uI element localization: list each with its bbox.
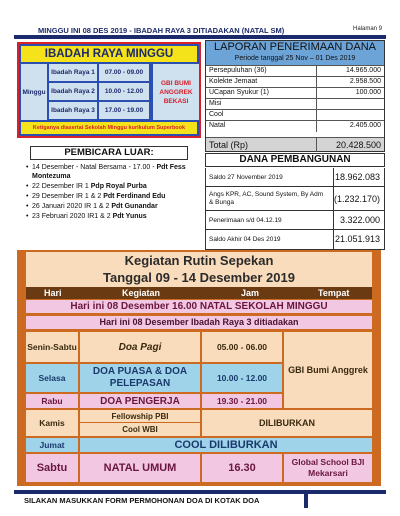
page-number: Halaman 9	[352, 26, 382, 32]
col-hari: Hari	[44, 288, 62, 298]
time-cell: 16.30	[202, 454, 282, 482]
list-item: • 26 Januari 2020 IR 1 & 2 Pdt Gunandar	[26, 202, 202, 211]
table-row: Saldo Akhir 04 Des 2019 21.051.913	[206, 230, 384, 249]
activity-cell: Fellowship PBI	[80, 410, 200, 422]
laporan-table	[205, 40, 385, 152]
location-cell: Global School BJI Mekarsari	[284, 454, 372, 482]
header-bar	[14, 25, 386, 39]
table-row: Kolekte Jemaat 2.958.500	[206, 76, 384, 87]
ibadah-row-time: 17.00 - 19.00	[99, 102, 149, 119]
total-row: Total (Rp) 20.428.500	[206, 137, 384, 151]
footer-text: SILAKAN MASUKKAN FORM PERMOHONAN DOA DI KOTAK DOA	[24, 496, 260, 505]
activity-cell: Cool WBI	[80, 423, 200, 436]
kegiatan-title: Kegiatan Rutin Sepekan	[124, 253, 274, 268]
table-row: Misi	[206, 98, 384, 109]
laporan-title: LAPORAN PENERIMAAN DANA	[214, 41, 376, 53]
ibadah-row-time: 07.00 - 09.00	[99, 64, 149, 81]
table-row: Saldo 27 November 2019 18.962.083	[206, 168, 384, 187]
status-cell: COOL DILIBURKAN	[80, 438, 372, 452]
list-item: • 29 Desember IR 1 & 2 Pdt Ferdinand Edu	[26, 192, 202, 201]
activity-cell: Doa Pagi	[80, 332, 200, 362]
ibadah-row-time: 10.00 - 12.00	[99, 83, 149, 100]
day-cell: Jumat	[26, 438, 78, 452]
kegiatan-header	[26, 252, 372, 287]
activity-cell: NATAL UMUM	[80, 454, 200, 482]
location-cell: GBI Bumi Anggrek	[284, 332, 372, 408]
time-cell: 19.30 - 21.00	[202, 394, 282, 408]
dana-table	[205, 168, 385, 250]
table-row: Natal 2.405.000	[206, 120, 384, 131]
time-cell: 10.00 - 12.00	[202, 364, 282, 392]
status-cell: DILIBURKAN	[202, 410, 372, 436]
table-row: Persepuluhan (36) 14.965.000	[206, 65, 384, 76]
day-cell: Rabu	[26, 394, 78, 408]
list-item: • 23 Februari 2020 IR1 & 2 Pdt Yunus	[26, 212, 202, 221]
ibadah-title: IBADAH RAYA MINGGU	[21, 46, 197, 62]
kegiatan-date: Tanggal 09 - 14 Desember 2019	[103, 270, 295, 285]
ibadah-location: GBI BUMI ANGGREK BEKASI	[153, 64, 199, 120]
laporan-period: Periode tanggal 25 Nov – 01 Des 2019	[234, 55, 356, 62]
kegiatan-columns	[26, 287, 372, 299]
laporan-header	[206, 41, 384, 65]
table-row: Angs KPR, AC, Sound System, By Adm & Bunga (1.232.170)	[206, 187, 384, 211]
ibadah-row-label: Ibadah Raya 1	[49, 64, 97, 81]
ibadah-day: Minggu	[21, 64, 47, 120]
col-tempat: Tempat	[318, 288, 350, 298]
day-cell: Senin-Sabtu	[26, 332, 78, 362]
ibadah-note: Ketiganya diasertai Sekolah Minggu kurikulum Superbook	[21, 122, 197, 134]
table-row: UCapan Syukur (1) 100.000	[206, 87, 384, 98]
footer-bar	[14, 490, 386, 504]
header-title: MINGGU INI 08 DES 2019 - IBADAH RAYA 3 DITIADAKAN (NATAL SM)	[38, 26, 285, 35]
activity-cell: DOA PUASA & DOA PELEPASAN	[80, 364, 200, 392]
kegiatan-table	[17, 250, 381, 486]
announcement-banner: Hari ini 08 Desember Ibadah Raya 3 ditiadakan	[26, 316, 372, 329]
pembicara-list	[26, 163, 202, 222]
ibadah-row-label: Ibadah Raya 3	[49, 102, 97, 119]
ibadah-row-label: Ibadah Raya 2	[49, 83, 97, 100]
ibadah-box	[17, 42, 201, 138]
pembicara-title: PEMBICARA LUAR:	[30, 146, 188, 160]
table-row: Penerimaan s/d 04.12.19 3.322.000	[206, 211, 384, 230]
col-jam: Jam	[241, 288, 260, 298]
day-cell: Kamis	[26, 410, 78, 436]
time-cell: 05.00 - 06.00	[202, 332, 282, 362]
list-item: • 22 Desember IR 1 Pdp Royal Purba	[26, 182, 202, 191]
activity-cell: DOA PENGERJA	[80, 394, 200, 408]
day-cell: Selasa	[26, 364, 78, 392]
list-item: • 14 Desember - Natal Bersama - 17.00 - Pdt Fess Montezuma	[26, 163, 202, 181]
table-row: Cool	[206, 109, 384, 120]
dana-title: DANA PEMBANGUNAN	[205, 153, 385, 167]
day-cell: Sabtu	[26, 454, 78, 482]
col-kegiatan: Kegiatan	[122, 288, 161, 298]
announcement-banner: Hari ini 08 Desember 16.00 NATAL SEKOLAH MINGGU	[26, 300, 372, 313]
